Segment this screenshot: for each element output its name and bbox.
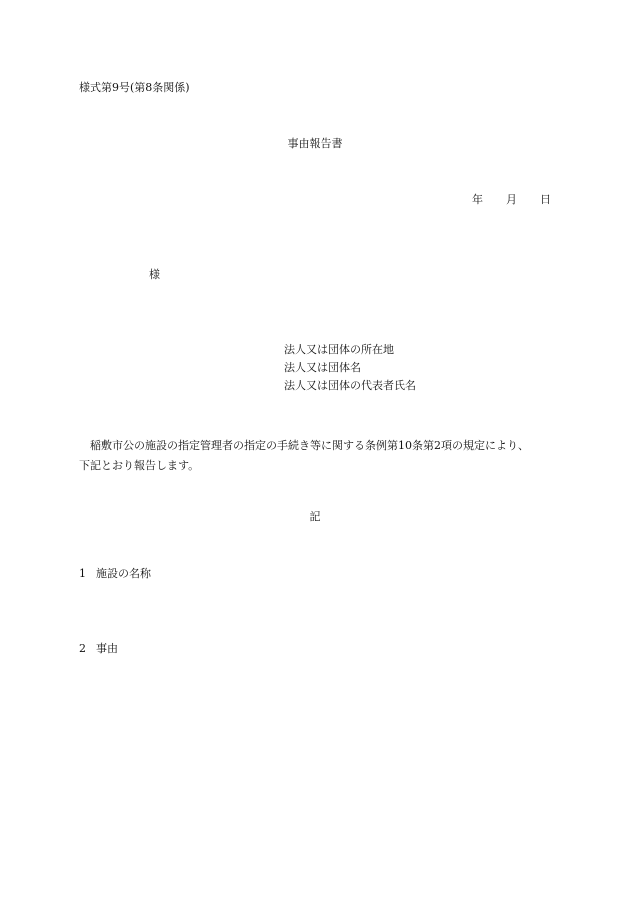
document-title: 事由報告書: [287, 137, 343, 150]
item-label: 施設の名称: [96, 567, 151, 580]
date-line: [472, 194, 551, 205]
body-line-1: 稲敷市公の施設の指定管理者の指定の手続き等に関する条例第10条第2項の規定により、: [90, 439, 529, 452]
applicant-name-label: 法人又は団体名: [284, 361, 361, 374]
applicant-address-label: 法人又は団体の所在地: [284, 343, 394, 356]
item-number: 1: [79, 567, 86, 580]
applicant-block: [284, 344, 416, 398]
item-facility-name: [79, 568, 151, 579]
form-number: 様式第9号(第8条関係): [79, 81, 190, 94]
applicant-representative-label: 法人又は団体の代表者氏名: [284, 379, 416, 392]
body-line-2: 下記とおり報告します。: [79, 459, 200, 472]
item-label: 事由: [96, 642, 118, 655]
date-year-label: 年: [472, 193, 483, 206]
addressee-suffix: 様: [149, 268, 160, 281]
body-paragraph: [79, 436, 557, 476]
item-number: 2: [79, 642, 86, 655]
date-month-label: 月: [506, 193, 517, 206]
item-reason: [79, 643, 118, 654]
date-day-label: 日: [540, 193, 551, 206]
ki-heading: 記: [309, 510, 321, 523]
